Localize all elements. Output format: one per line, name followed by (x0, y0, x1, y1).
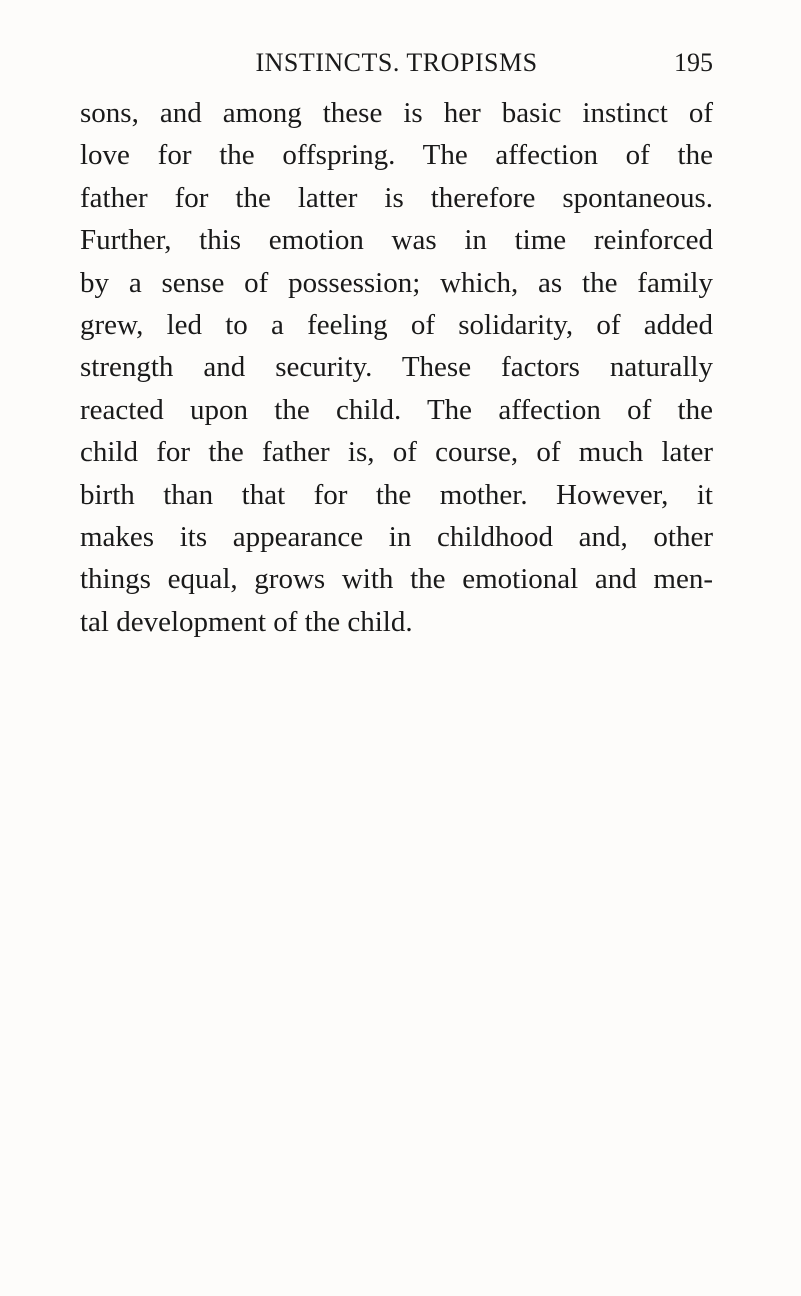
text-line: makes its appearance in childhood and, other (80, 520, 713, 553)
text-line: father for the latter is therefore spontaneous. (80, 181, 713, 214)
running-title: INSTINCTS. TROPISMS (255, 48, 538, 77)
page-number: 195 (674, 48, 713, 77)
text-line: love for the offspring. The affection of the (80, 139, 713, 172)
running-head (80, 46, 713, 80)
text-line: child for the father is, of course, of much later (80, 436, 713, 469)
body-paragraph (80, 92, 713, 643)
text-line: things equal, grows with the emotional and men- (80, 563, 713, 596)
text-line: birth than that for the mother. However, it (80, 478, 713, 511)
text-line: grew, led to a feeling of solidarity, of added (80, 308, 713, 341)
text-line: Further, this emotion was in time reinforced (80, 224, 713, 257)
text-line: reacted upon the child. The affection of the (80, 393, 713, 426)
text-line: tal development of the child. (80, 605, 413, 638)
text-line: strength and security. These factors naturally (80, 351, 713, 384)
text-line: by a sense of possession; which, as the family (80, 266, 713, 299)
text-line: sons, and among these is her basic instinct of (80, 97, 713, 129)
